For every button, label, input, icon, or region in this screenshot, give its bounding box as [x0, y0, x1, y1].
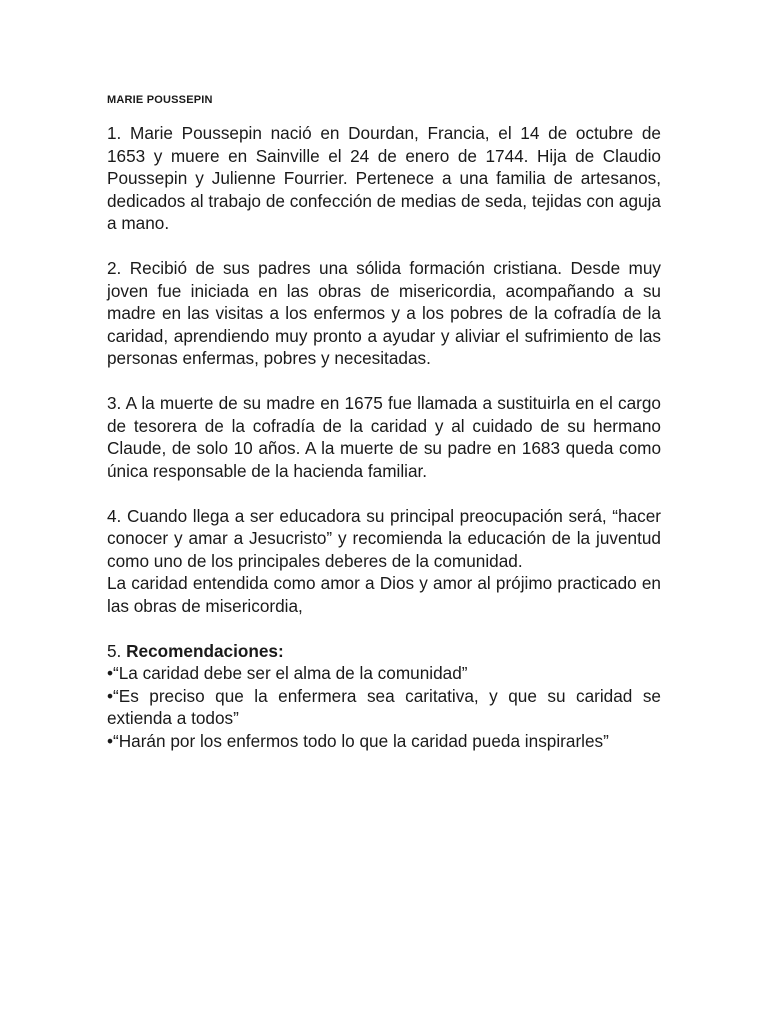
paragraph-3: 3. A la muerte de su madre en 1675 fue llamada a sustituirla en el cargo de tesorera de la cofradía de la caridad y al cuidado de su hermano Claude, de solo 10 años. A la muerte de su padre en 1683 queda como única responsable de la hacienda familiar. — [107, 393, 661, 481]
paragraph-1: 1. Marie Poussepin nació en Dourdan, Francia, el 14 de octubre de 1653 y muere en Sainville el 24 de enero de 1744. Hija de Claudio Poussepin y Julienne Fourrier. Pertenece a una familia de artesanos, dedicados al trabajo de confección de medias de seda, tejidas con aguja a mano. — [107, 123, 661, 233]
paragraph-2: 2. Recibió de sus padres una sólida formación cristiana. Desde muy joven fue iniciada en las obras de misericordia, acompañando a su madre en las visitas a los enfermos y a los pobres de la cofradía de la caridad, aprendiendo muy pronto a ayudar y aliviar el sufrimiento de las personas enfermas, pobres y necesitadas. — [107, 258, 661, 368]
recommendations-number: 5. — [107, 640, 127, 661]
paragraph-4-continuation: La caridad entendida como amor a Dios y amor al prójimo practicado en las obras de misericordia, — [107, 573, 661, 616]
recommendation-item: •“La caridad debe ser el alma de la comunidad” — [107, 663, 468, 683]
recommendations-heading — [107, 640, 661, 663]
recommendations-label: Recomendaciones: — [126, 640, 284, 661]
recommendation-item: •“Harán por los enfermos todo lo que la caridad pueda inspirarles” — [107, 730, 609, 751]
recommendation-item: •“Es preciso que la enfermera sea caritativa, y que su caridad se extienda a todos” — [107, 685, 661, 728]
document-title: MARIE POUSSEPIN — [107, 94, 213, 106]
paragraph-4: 4. Cuando llega a ser educadora su principal preocupación será, “hacer conocer y amar a Jesucristo” y recomienda la educación de la juventud como uno de los principales deberes de la comunidad. — [107, 505, 661, 571]
recommendations-list — [107, 662, 661, 752]
